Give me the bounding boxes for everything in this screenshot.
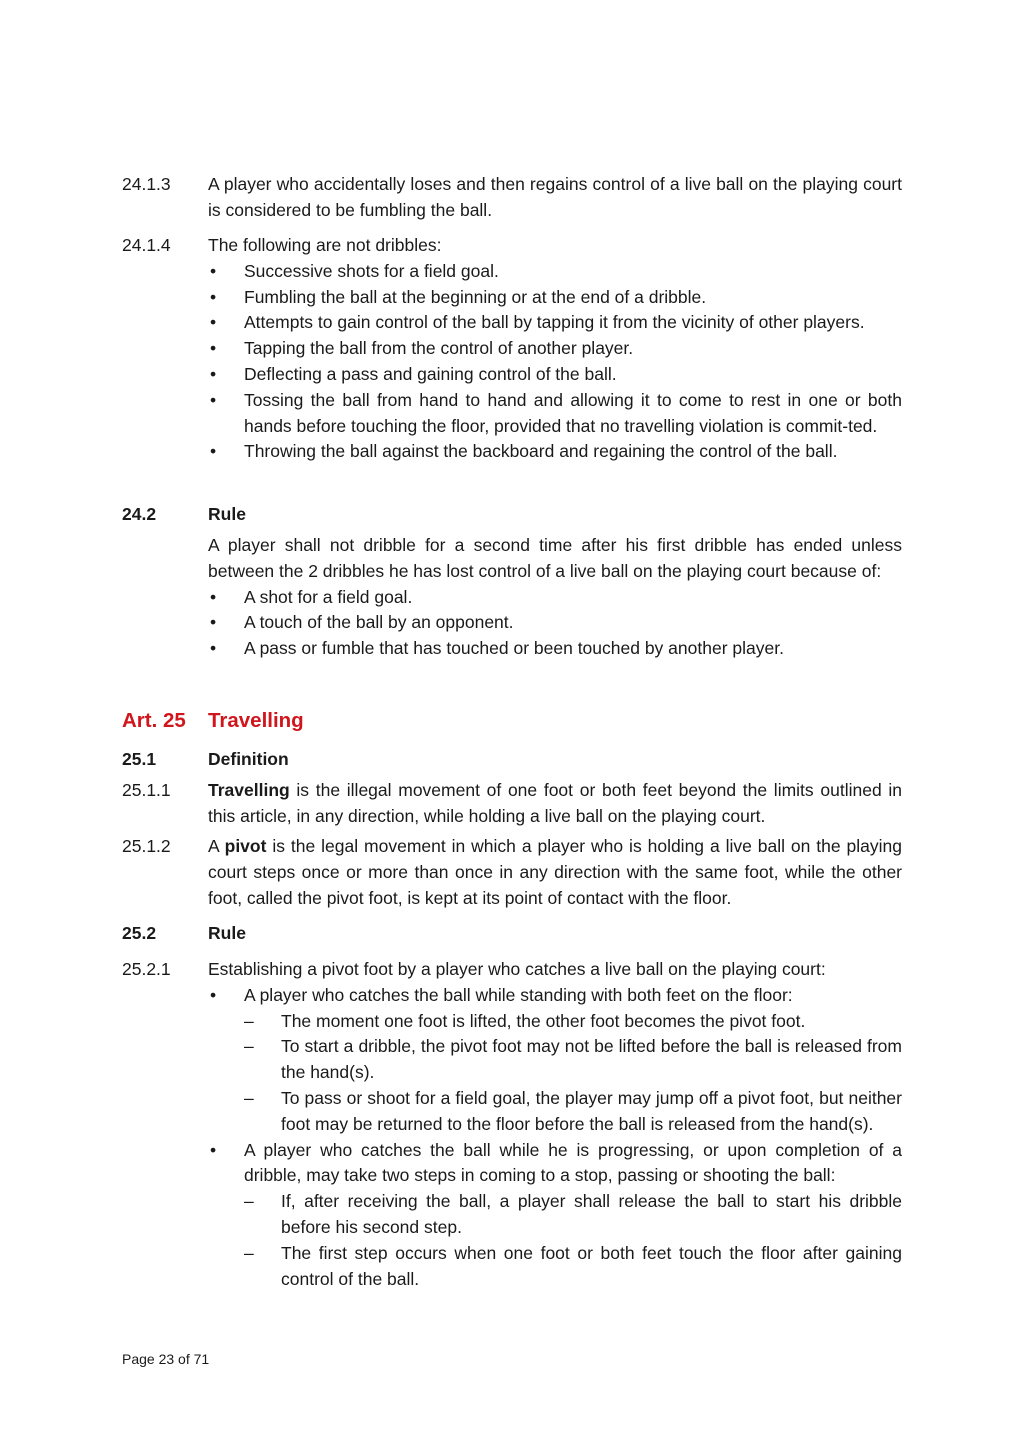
- section-25-2: [122, 921, 902, 947]
- section-24-1-4: [122, 233, 902, 465]
- bullet-icon: •: [210, 441, 217, 462]
- section-number: 24.2: [122, 504, 157, 524]
- section-text: Establishing a pivot foot by a player who catches a live ball on the playing court:: [208, 959, 826, 979]
- section-25-2-1: [122, 957, 902, 1292]
- list-item: • A pass or fumble that has touched or been touched by another player.: [208, 636, 902, 662]
- section-25-1: [122, 747, 902, 773]
- bullet-icon: •: [210, 984, 217, 1005]
- defined-term: Travelling: [208, 780, 290, 800]
- list-item: – To pass or shoot for a field goal, the player may jump off a pivot foot, but neither foot may be returned to the floor before the ball is released from the hand(s).: [244, 1087, 902, 1134]
- dash-icon: –: [244, 1087, 254, 1108]
- bullet-icon: •: [210, 389, 217, 410]
- bullet-icon: •: [210, 338, 217, 359]
- list-item: • Throwing the ball against the backboard and regaining the control of the ball.: [208, 439, 902, 465]
- bullet-icon: •: [210, 612, 217, 633]
- bullet-icon: •: [210, 286, 217, 307]
- list-item: • A player who catches the ball while standing with both feet on the floor: – The moment one foot is lifted, the other foot becomes the pivot foot. – To start a dribble, the pivot foot may not be lifted before the ball is released from the hand(s). – To pass or shoot for a field goal, the player may jump off a pivot foot, but neither foot may be returned to the floor before the ball is released from the hand(s).: [208, 983, 902, 1138]
- section-text: A pivot is the legal movement in which a player who is holding a live ball on the playing court steps once or more than once in any direction with the same foot, while the other foot, called the pivot foot, is kept at its point of contact with the floor.: [208, 836, 902, 908]
- bullet-icon: •: [210, 363, 217, 384]
- section-text: The following are not dribbles:: [208, 235, 442, 255]
- article-number: Art. 25: [122, 709, 186, 732]
- bullet-list: [208, 259, 902, 465]
- section-number: 25.2.1: [122, 959, 171, 979]
- section-24-2: [122, 502, 902, 528]
- dash-icon: –: [244, 1036, 254, 1057]
- bullet-icon: •: [210, 1139, 217, 1160]
- section-heading: Rule: [208, 504, 246, 524]
- bullet-list: [208, 585, 902, 662]
- list-item: • Successive shots for a field goal.: [208, 259, 902, 285]
- list-item: • A shot for a field goal.: [208, 585, 902, 611]
- list-item: • Fumbling the ball at the beginning or at the end of a dribble.: [208, 285, 902, 311]
- list-item: • A touch of the ball by an opponent.: [208, 610, 902, 636]
- article-title: Travelling: [208, 709, 304, 732]
- list-item: – If, after receiving the ball, a player shall release the ball to start his dribble before his second step.: [244, 1191, 902, 1237]
- bullet-icon: •: [210, 638, 217, 659]
- section-heading: Definition: [208, 749, 289, 769]
- bullet-list: [208, 983, 902, 1293]
- section-25-1-2: [122, 834, 902, 911]
- section-number: 24.1.3: [122, 174, 171, 194]
- section-24-2-body: [122, 533, 902, 662]
- list-item: – The first step occurs when one foot or both feet touch the floor after gaining control of the ball.: [244, 1242, 902, 1289]
- section-number: 25.2: [122, 923, 157, 943]
- section-text: A player who accidentally loses and then regains control of a live ball on the playing court is considered to be fumbling the ball.: [208, 174, 902, 220]
- section-number: 24.1.4: [122, 235, 171, 255]
- section-number: 25.1.1: [122, 780, 171, 800]
- list-item: • A player who catches the ball while he is progressing, or upon completion of a dribble, may take two steps in coming to a stop, passing or shooting the ball: – If, after receiving the ball, a player shall release the ball to start his dribble before his second step. – The first step occurs when one foot or both feet touch the floor after gaining control of the ball.: [208, 1138, 902, 1293]
- list-item: – The moment one foot is lifted, the other foot becomes the pivot foot.: [244, 1009, 902, 1035]
- dash-icon: –: [244, 1010, 254, 1031]
- article-25-heading: [122, 707, 902, 735]
- defined-term: pivot: [224, 836, 267, 856]
- page-number-footer: Page 23 of 71: [122, 1351, 210, 1367]
- section-25-1-1: [122, 778, 902, 830]
- bullet-icon: •: [210, 260, 217, 281]
- dash-icon: –: [244, 1242, 254, 1263]
- bullet-icon: •: [210, 312, 217, 333]
- dash-list: [244, 1009, 902, 1138]
- list-item: • Tossing the ball from hand to hand and allowing it to come to rest in one or both hands before touching the floor, provided that no travelling violation is commit-ted.: [210, 389, 902, 436]
- list-item: – To start a dribble, the pivot foot may not be lifted before the ball is released from the hand(s).: [244, 1036, 902, 1083]
- section-24-1-3: [122, 172, 902, 224]
- section-text: Travelling is the illegal movement of one foot or both feet beyond the limits outlined in this article, in any direction, while holding a live ball on the playing court.: [208, 780, 902, 826]
- section-number: 25.1.2: [122, 836, 171, 856]
- section-heading: Rule: [208, 923, 246, 943]
- bullet-icon: •: [210, 586, 217, 607]
- dash-icon: –: [244, 1191, 254, 1212]
- section-number: 25.1: [122, 749, 157, 769]
- list-item: • Attempts to gain control of the ball by tapping it from the vicinity of other players.: [208, 310, 902, 336]
- list-item: • Tapping the ball from the control of another player.: [208, 336, 902, 362]
- dash-list: [244, 1189, 902, 1292]
- section-text: A player shall not dribble for a second time after his first dribble has ended unless between the 2 dribbles he has lost control of a live ball on the playing court because of:: [208, 535, 902, 581]
- list-item: • Deflecting a pass and gaining control of the ball.: [208, 362, 902, 388]
